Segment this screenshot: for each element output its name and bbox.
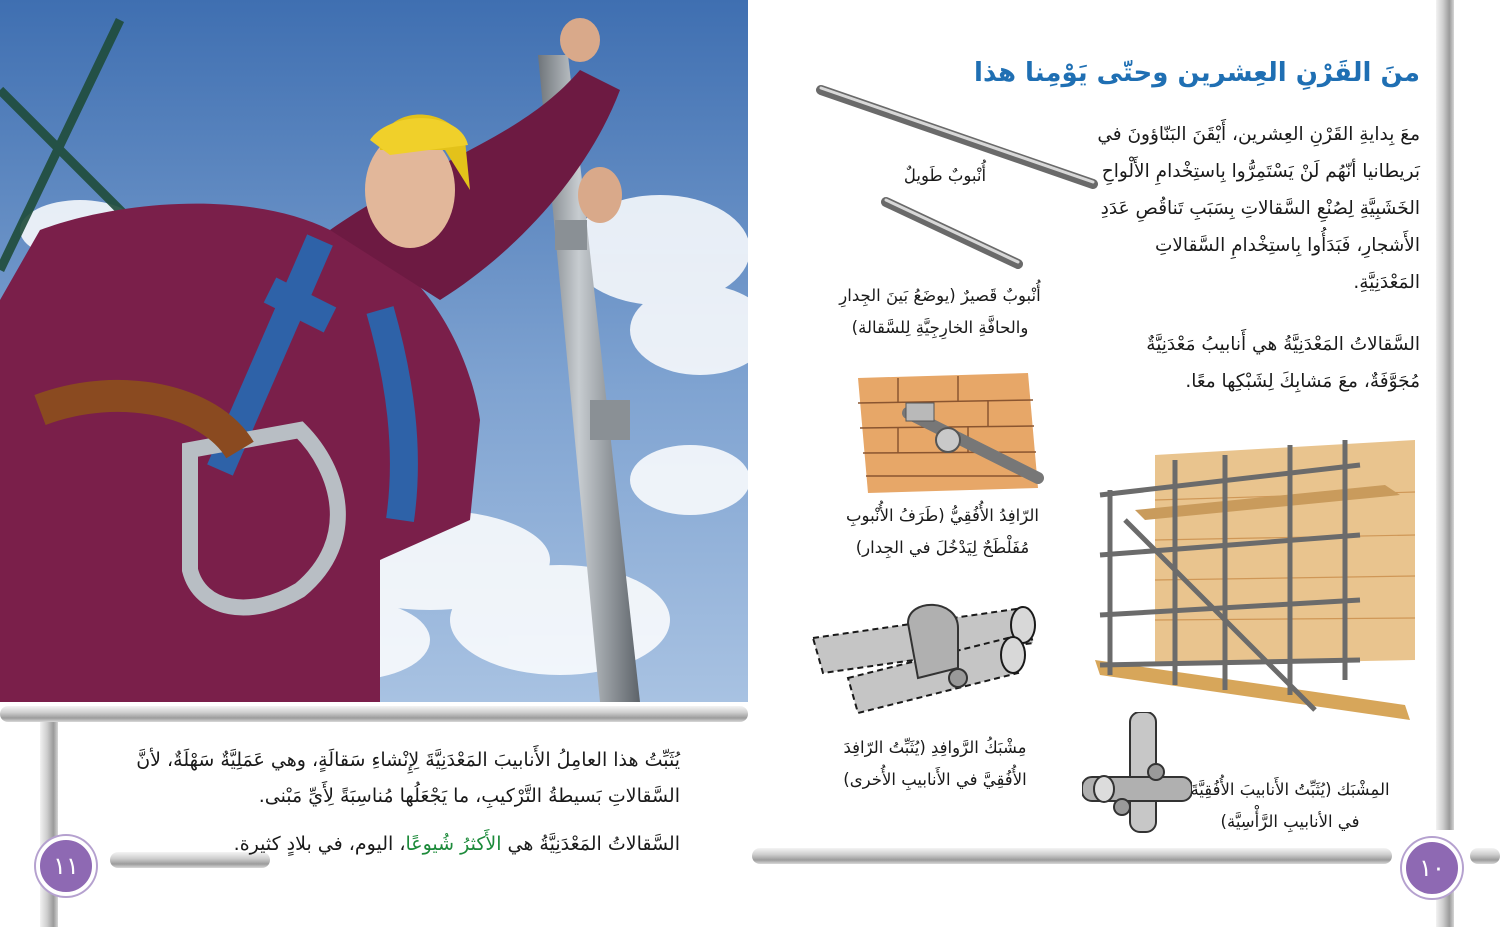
page-number-left: ١١ <box>36 836 96 896</box>
putlog-illustration <box>848 368 1048 498</box>
left-page-text <box>120 742 680 874</box>
left-paragraph-1: يُثَبِّتُ هذا العامِلُ الأَنابيبَ المَعْدَنِيَّةَ لِإِنْشاءِ سَقالَةٍ، وهي عَمَلِيَّةٌ سَهْلَةٌ، لأنَّ السَّقالاتِ بَسيطةُ التَّرْكيبِ، ما يَجْعَلُها مُناسِبَةً لِأَيِّ مَبْنى. <box>136 749 680 807</box>
frame-pipe-left-vertical <box>40 722 58 927</box>
caption-short-tube: أُنْبوبٌ قَصيرٌ (يوضَعُ بَينَ الجِدارِ والحافَّةِ الخارِجِيَّةِ لِلسَّقالة) <box>839 286 1041 337</box>
page-title: منَ القَرْنِ العِشرين وحتّى يَوْمِنا هذا <box>974 58 1420 88</box>
right-paragraph-1: معَ بِدايةِ القَرْنِ العِشرين، أَيْقَنَ البَنّاؤونَ في بَريطانيا أنّهُم لَنْ يَسْتَمِرُّوا بِاستِخْدامِ الأَلْواحِ الخَشَبِيَّةِ لِصُنْعِ السَّقالاتِ بِسَبَبِ تَناقُصِ عَدَدِ الأَشجارِ، فَبَدَأُوا بِاستِخْدامِ السَّقالاتِ المَعْدَنِيَّةِ. <box>1097 124 1420 293</box>
scaffold-illustration <box>1085 420 1425 740</box>
worker-on-scaffold-image <box>0 0 748 702</box>
right-paragraph-2: السَّقالاتُ المَعْدَنِيَّةُ هي أَنابيبُ مَعْدَنِيَّةٌ مُجَوَّفَةٌ، معَ مَشابِكَ لِشَبْكِها معًا. <box>1146 334 1420 392</box>
frame-pipe-left-horizontal <box>0 706 748 722</box>
left-paragraph-2 <box>120 826 680 862</box>
caption-long-tube: أُنْبوبٌ طَويلٌ <box>903 166 987 185</box>
frame-pipe-right-horizontal <box>752 848 1392 864</box>
highlighted-term: الأَكثرُ شُيوعًا <box>405 833 502 855</box>
left-paragraph-2-end: ، اليوم، في بلادٍ كثيرة. <box>233 833 406 855</box>
putlog-clamp-illustration <box>808 598 1038 728</box>
left-paragraph-2-start: السَّقالاتُ المَعْدَنِيَّةُ هي <box>501 833 680 855</box>
frame-pipe-right-top <box>1436 0 1454 830</box>
caption-putlog-clamp: مِشْبَكُ الرَّوافِدِ (يُثَبِّتُ الرّافِدَ الأُفُقِيَّ في الأَنابيبِ الأُخرى) <box>843 738 1027 789</box>
worker-photo <box>0 0 748 702</box>
coupler-clamp-illustration <box>1082 712 1192 837</box>
caption-putlog: الرّافِدُ الأُفُقِيُّ (طَرَفُ الأُنْبوبِ مُفَلْطَحٌ لِيَدْخُلَ في الجِدار) <box>846 506 1039 557</box>
caption-clamp: المِشْبَك (يُثَبِّتُ الأَنابيبَ الأُفُقِيَّةَ في الأنابيبِ الرَّأْسِيَّة) <box>1190 780 1390 831</box>
page-number-right: ١٠ <box>1402 838 1462 898</box>
frame-pipe-right-stub <box>1470 848 1500 864</box>
short-tube-illustration <box>878 192 1028 272</box>
